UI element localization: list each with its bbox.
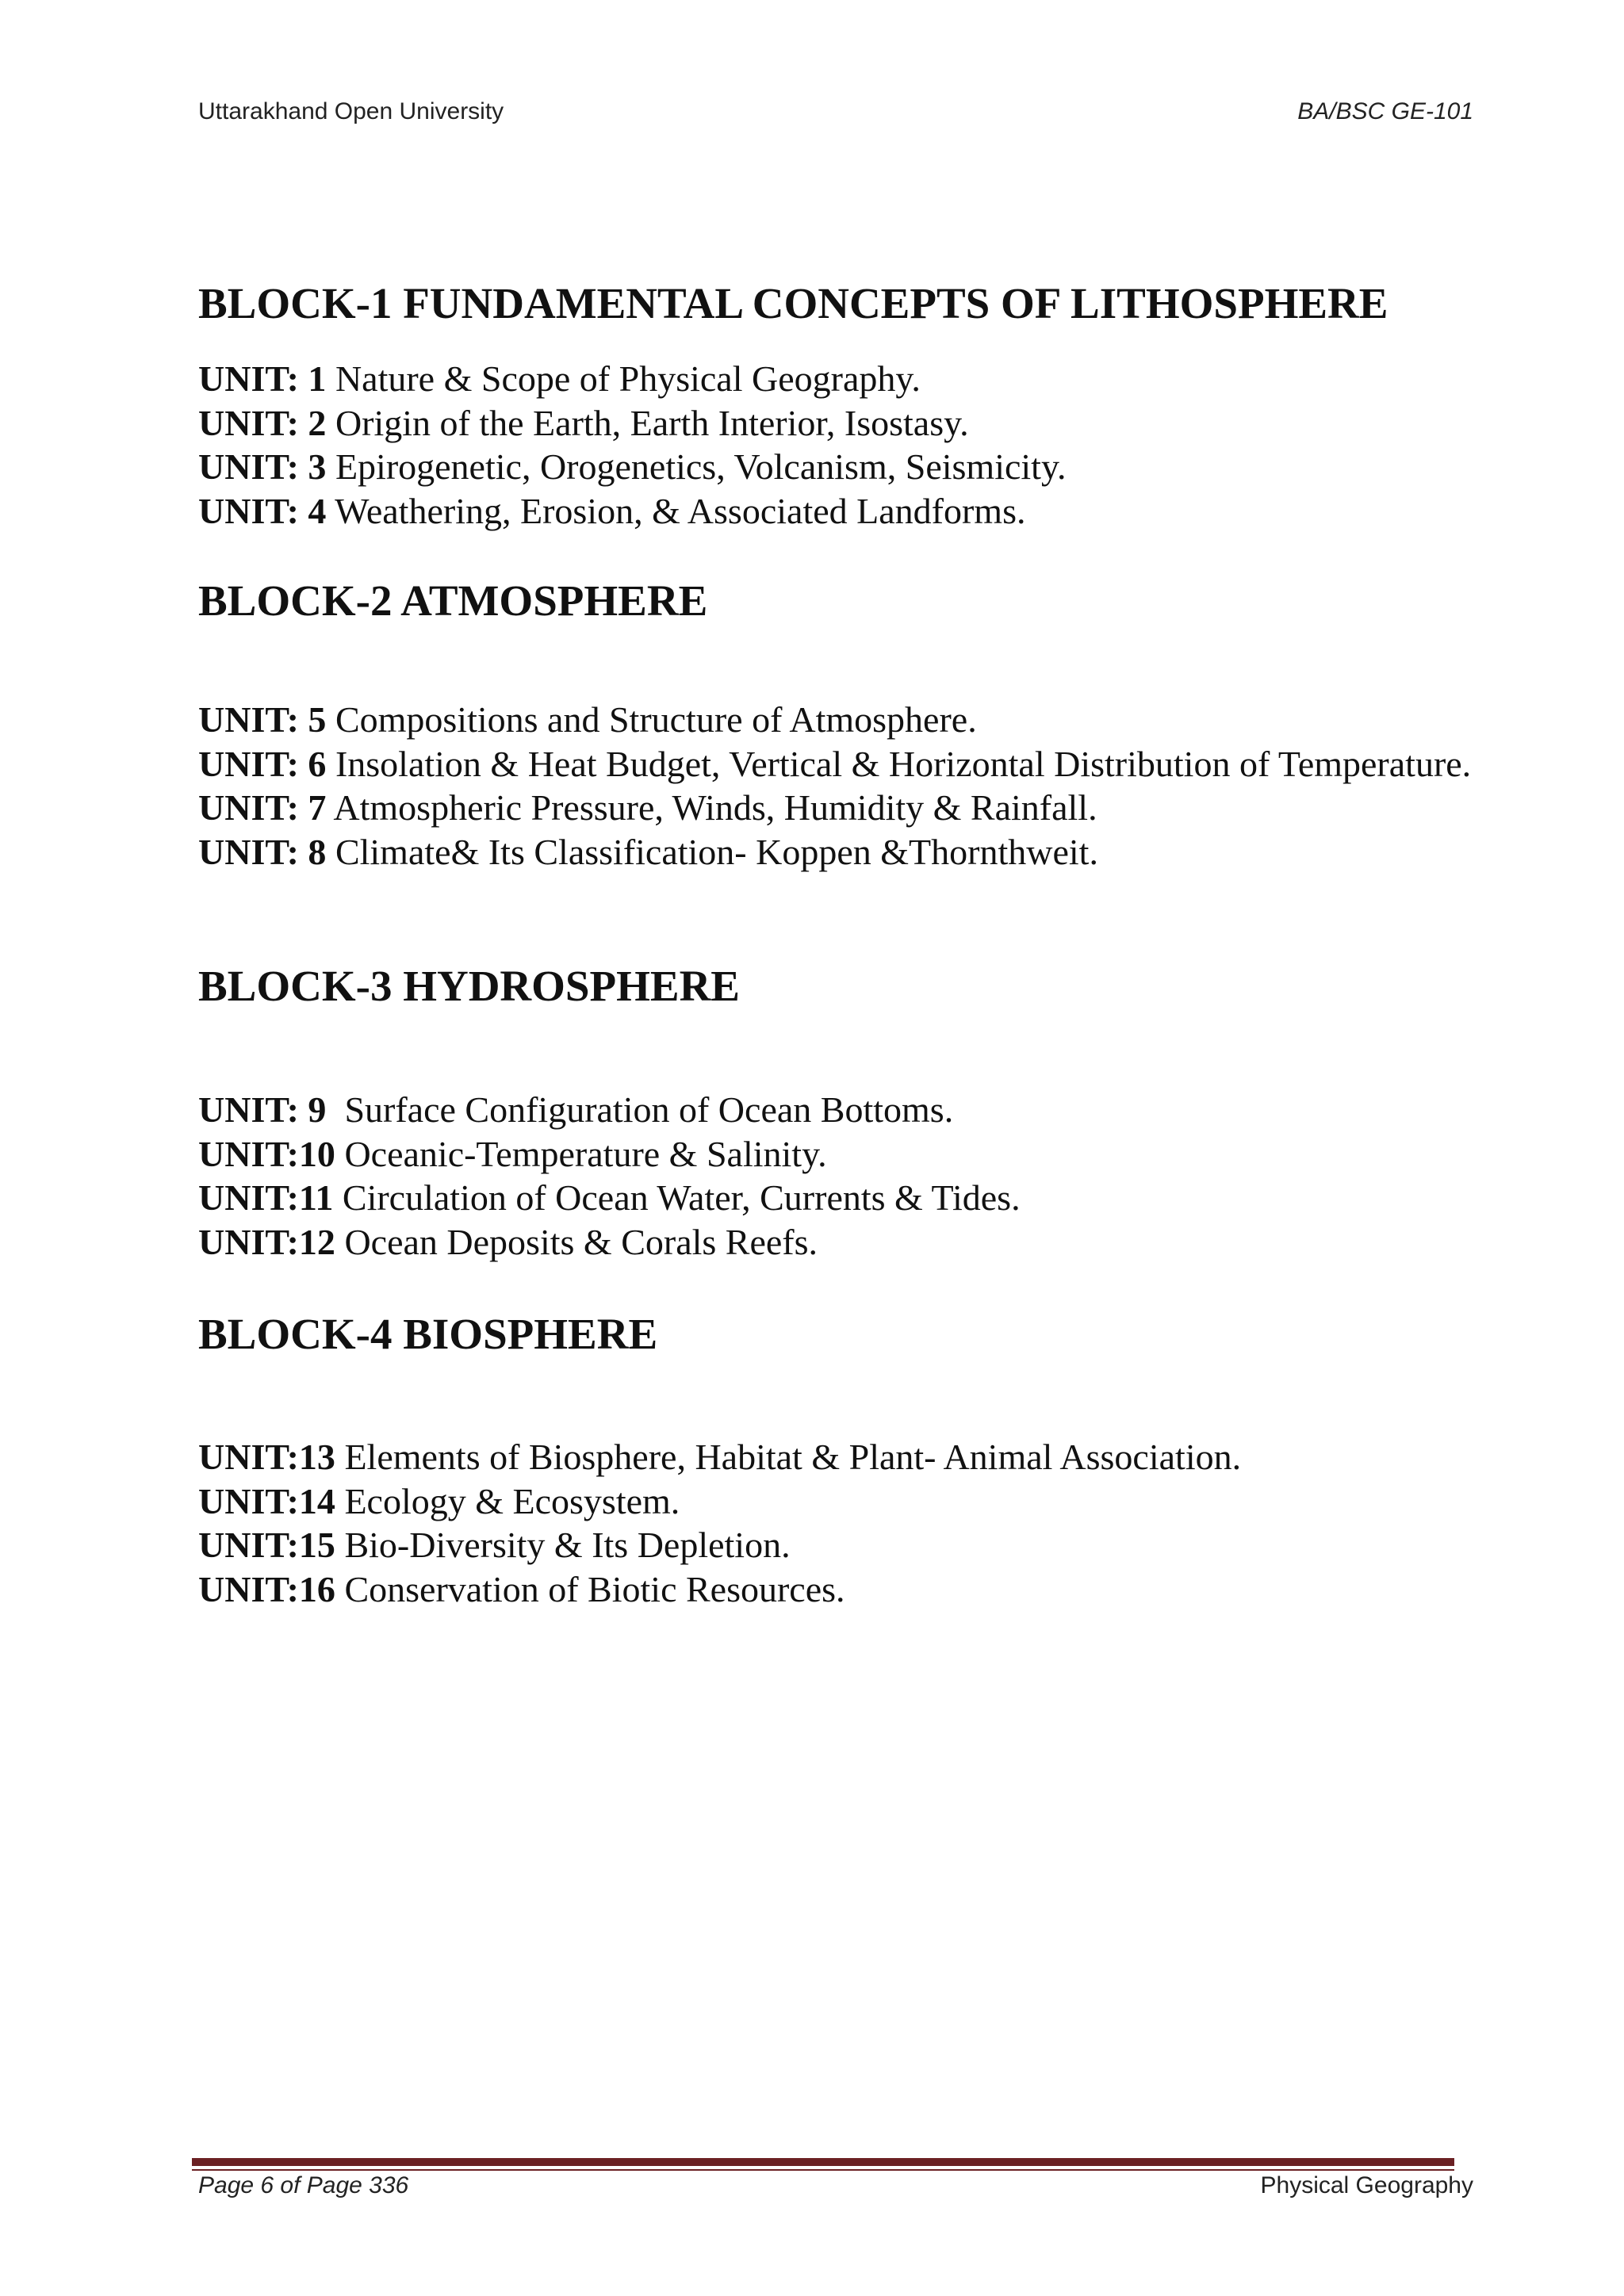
unit-number: UNIT: 9 <box>198 1089 327 1130</box>
unit-title: Ecology & Ecosystem. <box>335 1480 680 1521</box>
unit-list <box>198 1088 1021 1264</box>
institution-name: Uttarakhand Open University <box>198 98 504 124</box>
unit-title: Bio-Diversity & Its Depletion. <box>335 1525 791 1565</box>
unit-item <box>198 1088 1021 1132</box>
unit-title: Elements of Biosphere, Habitat & Plant- Animal Association. <box>335 1437 1242 1477</box>
footer-divider <box>192 2158 1454 2171</box>
unit-item <box>198 742 1471 786</box>
unit-item <box>198 357 1066 401</box>
unit-title: Circulation of Ocean Water, Currents & Tides. <box>333 1177 1021 1218</box>
unit-item <box>198 1220 1021 1265</box>
unit-number: UNIT:12 <box>198 1221 335 1262</box>
course-code: BA/BSC GE-101 <box>1297 98 1473 124</box>
unit-number: UNIT: 1 <box>198 358 327 399</box>
unit-title: Atmospheric Pressure, Winds, Humidity & Rainfall. <box>326 787 1097 828</box>
unit-list <box>198 698 1471 874</box>
block-title: BLOCK-1 FUNDAMENTAL CONCEPTS OF LITHOSPHERE <box>198 279 1388 327</box>
block-title: BLOCK-3 HYDROSPHERE <box>198 962 740 1010</box>
unit-item <box>198 1567 1241 1612</box>
unit-number: UNIT:14 <box>198 1480 335 1521</box>
unit-title: Ocean Deposits & Corals Reefs. <box>335 1221 818 1262</box>
unit-item <box>198 1523 1241 1567</box>
unit-item <box>198 786 1471 830</box>
unit-title: Nature & Scope of Physical Geography. <box>326 358 921 399</box>
unit-title: Oceanic-Temperature & Salinity. <box>335 1133 827 1174</box>
unit-title: Surface Configuration of Ocean Bottoms. <box>326 1089 954 1130</box>
footer-divider-thin <box>192 2169 1454 2171</box>
unit-number: UNIT: 5 <box>198 699 327 740</box>
unit-number: UNIT:13 <box>198 1437 335 1477</box>
unit-number: UNIT: 3 <box>198 446 327 487</box>
unit-number: UNIT:15 <box>198 1525 335 1565</box>
page-number: Page 6 of Page 336 <box>198 2172 409 2198</box>
unit-title: Compositions and Structure of Atmosphere. <box>326 699 977 740</box>
unit-item <box>198 401 1066 446</box>
unit-item <box>198 698 1471 742</box>
unit-item <box>198 445 1066 489</box>
unit-item <box>198 1435 1241 1479</box>
unit-item <box>198 1132 1021 1177</box>
unit-title: Weathering, Erosion, & Associated Landforms. <box>326 490 1026 531</box>
unit-title: Conservation of Biotic Resources. <box>335 1568 845 1609</box>
unit-item <box>198 1176 1021 1220</box>
subject-name: Physical Geography <box>1260 2172 1473 2198</box>
unit-list <box>198 357 1066 533</box>
block-title: BLOCK-4 BIOSPHERE <box>198 1310 658 1358</box>
unit-title: Epirogenetic, Orogenetics, Volcanism, Seismicity. <box>326 446 1067 487</box>
unit-number: UNIT: 4 <box>198 490 327 531</box>
block-title: BLOCK-2 ATMOSPHERE <box>198 576 708 625</box>
unit-number: UNIT: 2 <box>198 402 327 443</box>
page-header <box>198 98 1473 130</box>
unit-item <box>198 489 1066 534</box>
unit-number: UNIT:11 <box>198 1177 334 1218</box>
footer-divider-thick <box>192 2158 1454 2166</box>
unit-number: UNIT:10 <box>198 1133 335 1174</box>
unit-title: Origin of the Earth, Earth Interior, Isostasy. <box>326 402 969 443</box>
unit-title: Climate& Its Classification- Koppen &Thornthweit. <box>326 831 1098 872</box>
unit-item <box>198 830 1471 874</box>
unit-number: UNIT:16 <box>198 1568 335 1609</box>
unit-item <box>198 1479 1241 1524</box>
unit-number: UNIT: 8 <box>198 831 327 872</box>
unit-number: UNIT: 6 <box>198 743 327 784</box>
unit-title: Insolation & Heat Budget, Vertical & Horizontal Distribution of Temperature. <box>326 743 1472 784</box>
page-footer <box>198 2172 1473 2204</box>
unit-list <box>198 1435 1241 1611</box>
unit-number: UNIT: 7 <box>198 787 327 828</box>
